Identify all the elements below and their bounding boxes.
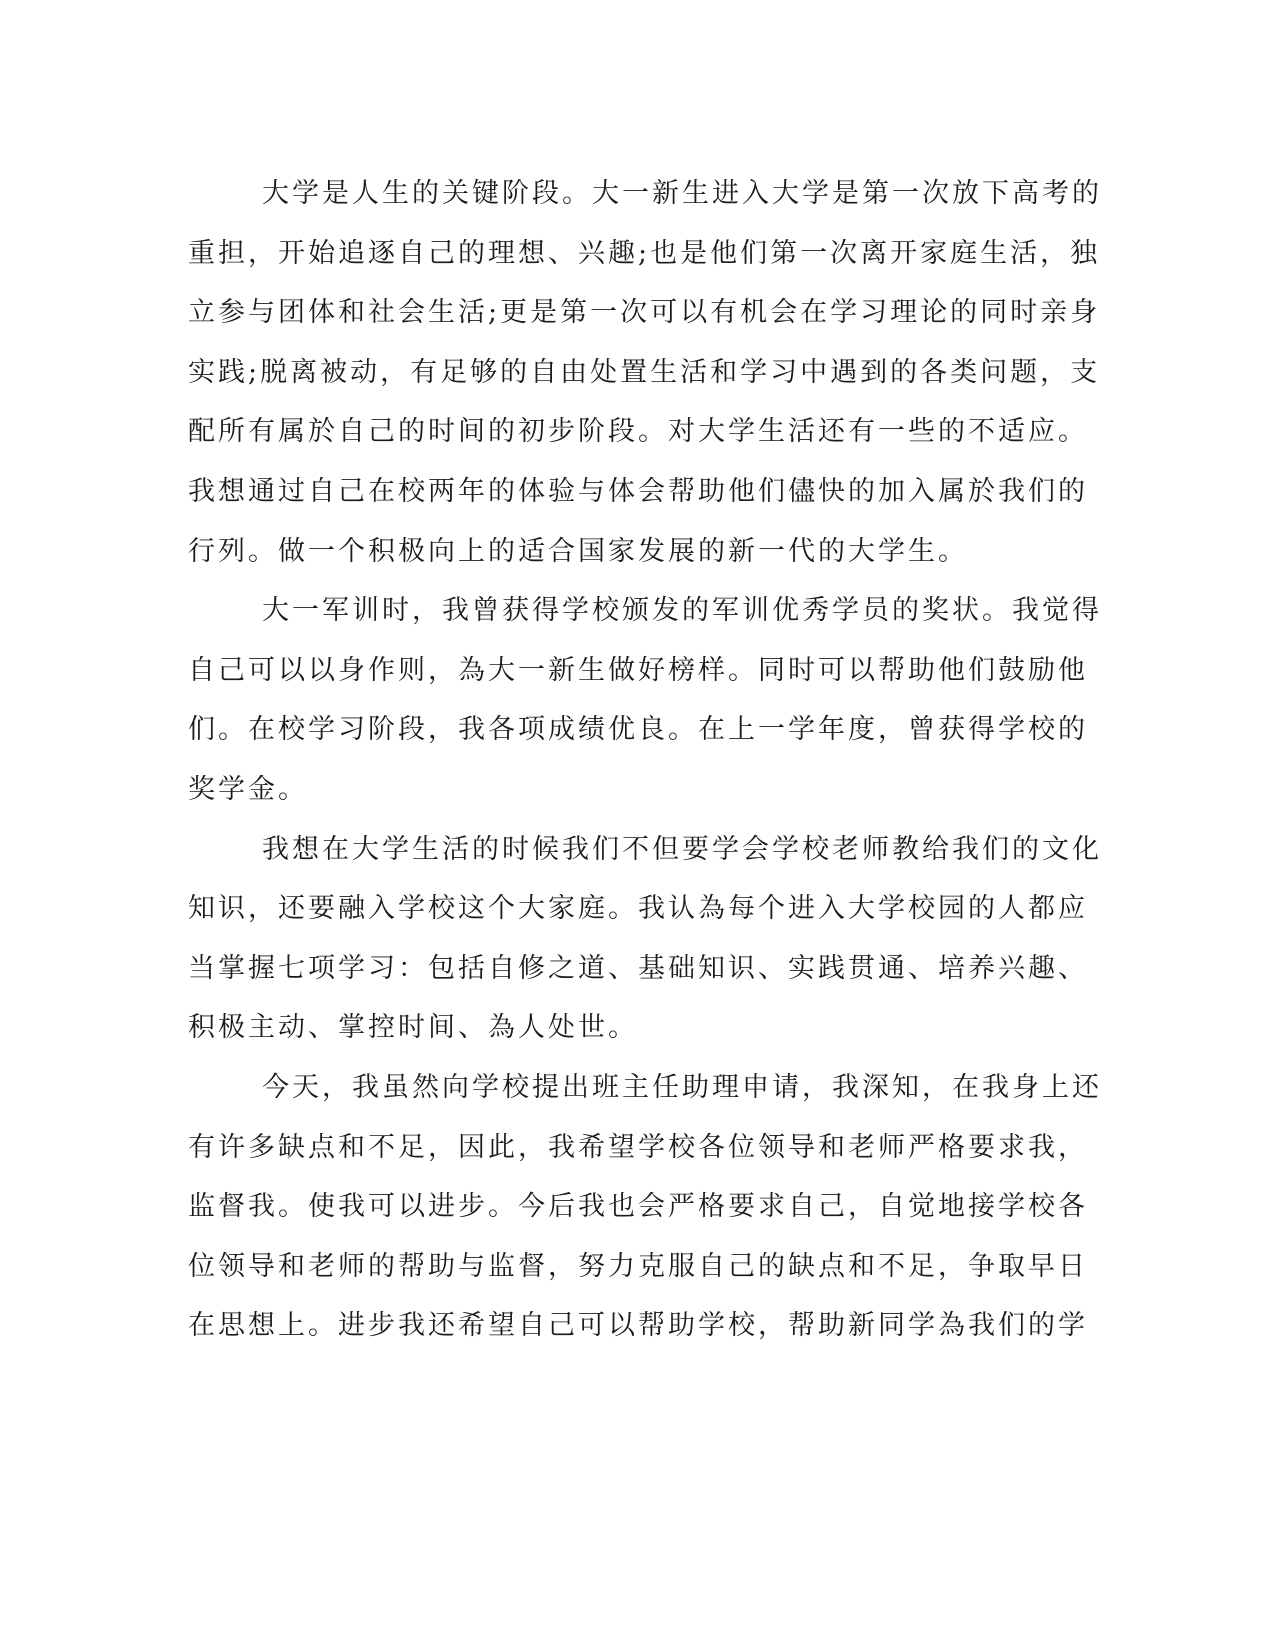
paragraph-line: 今天，我虽然向学校提出班主任助理申请，我深知，在我身上还 (262, 1071, 1102, 1103)
paragraph-line: 我想在大学生活的时候我们不但要学会学校老师教给我们的文化 (262, 833, 1102, 865)
paragraph-line: 当掌握七项学习：包括自修之道、基础知识、实践贯通、培养兴趣、 (188, 952, 1088, 984)
paragraph-line: 配所有属於自己的时间的初步阶段。对大学生活还有一些的不适应。 (188, 416, 1088, 448)
paragraph-line: 我想通过自己在校两年的体验与体会帮助他们儘快的加入属於我们的 (188, 475, 1088, 507)
paragraph-line: 积极主动、掌控时间、為人处世。 (188, 1012, 638, 1044)
paragraph-line: 监督我。使我可以进步。今后我也会严格要求自己，自觉地接学校各 (188, 1191, 1088, 1223)
paragraph-line: 奖学金。 (188, 773, 308, 805)
paragraph-line: 们。在校学习阶段，我各项成绩优良。在上一学年度，曾获得学校的 (188, 714, 1088, 746)
paragraph-line: 有许多缺点和不足，因此，我希望学校各位领导和老师严格要求我， (188, 1131, 1088, 1163)
paragraph-line: 在思想上。进步我还希望自己可以帮助学校，帮助新同学為我们的学 (188, 1310, 1088, 1342)
paragraph-line: 自己可以以身作则，為大一新生做好榜样。同时可以帮助他们鼓励他 (188, 654, 1088, 686)
document-body (188, 164, 1102, 1356)
paragraph-line: 位领导和老师的帮助与监督，努力克服自己的缺点和不足，争取早日 (188, 1250, 1088, 1282)
paragraph-line: 重担，开始追逐自己的理想、兴趣;也是他们第一次离开家庭生活，独 (188, 237, 1101, 269)
paragraph-line: 大学是人生的关键阶段。大一新生进入大学是第一次放下高考的 (262, 178, 1102, 209)
paragraph-line: 大一军训时，我曾获得学校颁发的军训优秀学员的奖状。我觉得 (262, 595, 1102, 627)
paragraph-line: 立参与团体和社会生活;更是第一次可以有机会在学习理论的同时亲身 (188, 297, 1101, 329)
paragraph-line: 知识，还要融入学校这个大家庭。我认為每个进入大学校园的人都应 (188, 893, 1088, 925)
paragraph-line: 行列。做一个积极向上的适合国家发展的新一代的大学生。 (188, 535, 968, 567)
paragraph-line: 实践;脱离被动，有足够的自由处置生活和学习中遇到的各类问题，支 (188, 356, 1101, 388)
